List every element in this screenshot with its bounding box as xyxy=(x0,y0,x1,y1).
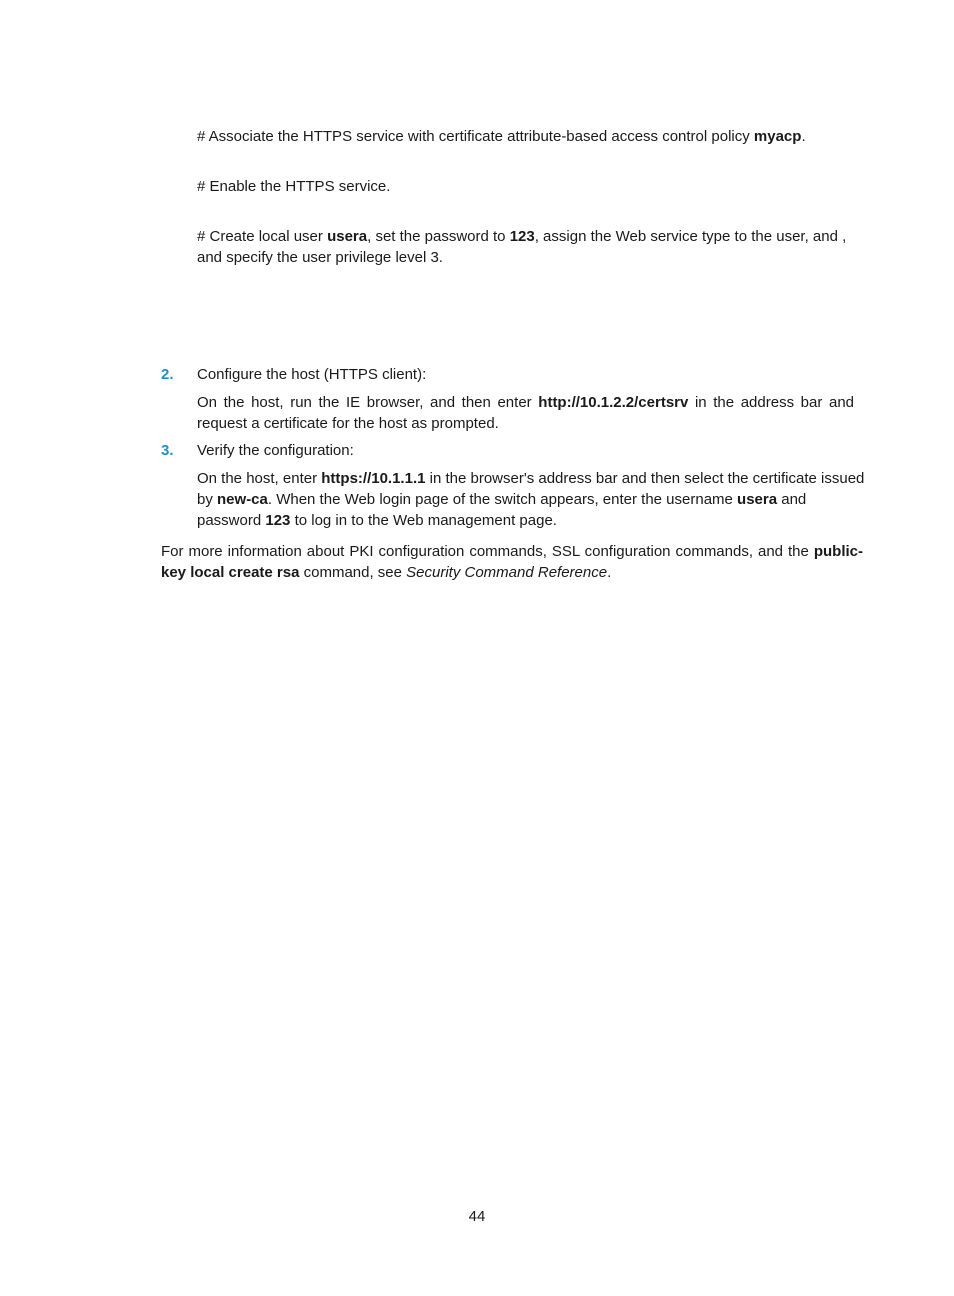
password: 123 xyxy=(509,228,535,245)
reference-title: Security Command Reference xyxy=(406,564,608,581)
text: command, see xyxy=(299,564,407,581)
url: http://10.1.2.2/certsrv xyxy=(538,394,689,411)
text: For more information about PKI configuration commands, SSL configuration commands, and the xyxy=(161,543,814,560)
text: to log in to the Web management page. xyxy=(290,512,557,529)
step-body-3 xyxy=(197,468,865,531)
text: , assign the Web service type to the user, and , and specify the user privilege level 3. xyxy=(197,228,847,266)
paragraph-associate-https xyxy=(197,126,867,147)
reference-paragraph xyxy=(161,541,863,583)
text: and password xyxy=(197,491,807,529)
url: https://10.1.1.1 xyxy=(321,470,426,487)
page-number: 44 xyxy=(468,1208,486,1225)
username: usera xyxy=(327,228,368,245)
ca-name: new-ca xyxy=(217,491,268,508)
text: . When the Web login page of the switch appears, enter the username xyxy=(267,491,738,508)
command-name: public-key local create rsa xyxy=(161,543,863,581)
step-body-2 xyxy=(197,392,854,434)
text: # Associate the HTTPS service with certificate attribute-based access control policy xyxy=(197,128,754,145)
step-number-3: 3. xyxy=(161,442,174,459)
step-title-2: Configure the host (HTTPS client): xyxy=(197,366,427,383)
password: 123 xyxy=(265,512,291,529)
username: usera xyxy=(737,491,778,508)
text: # Enable the HTTPS service. xyxy=(197,178,391,195)
text: On the host, run the IE browser, and then enter xyxy=(197,394,539,411)
text: . xyxy=(801,128,806,145)
text: . xyxy=(607,564,612,581)
text: # Create local user xyxy=(197,228,328,245)
policy-name: myacp xyxy=(753,128,802,145)
paragraph-create-user xyxy=(197,226,867,268)
paragraph-enable-https xyxy=(197,176,867,197)
text: in the browser's address bar and then select the certificate issued by xyxy=(197,470,865,508)
text: in the address bar and request a certificate for the host as prompted. xyxy=(197,394,854,432)
step-title-3: Verify the configuration: xyxy=(197,442,354,459)
text: On the host, enter xyxy=(197,470,322,487)
text: , set the password to xyxy=(367,228,510,245)
step-number-2: 2. xyxy=(161,366,174,383)
